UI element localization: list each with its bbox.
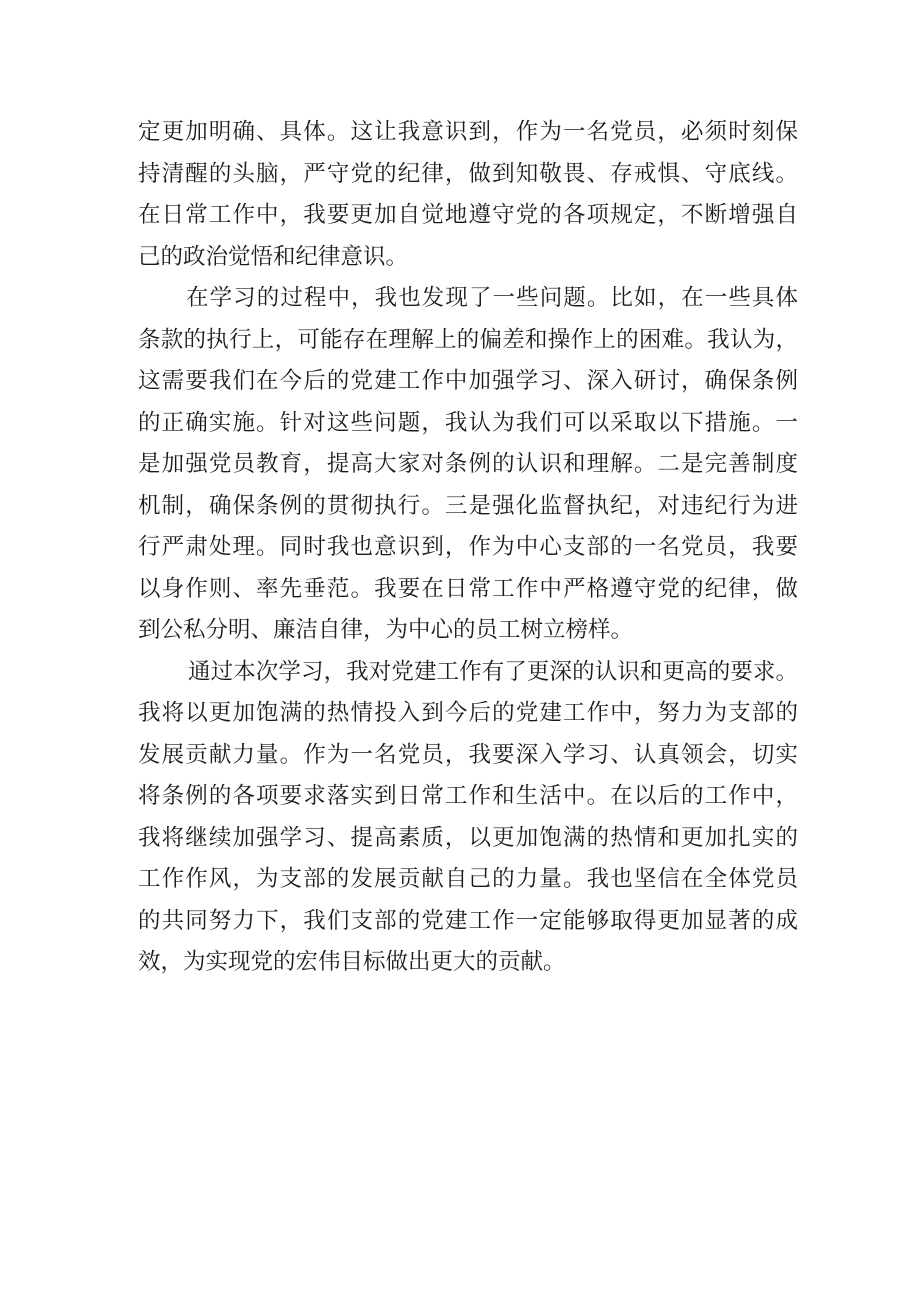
paragraph-line: 将条例的各项要求落实到日常工作和生活中。在以后的工作中， bbox=[138, 783, 798, 809]
document-body bbox=[138, 112, 798, 984]
paragraph-1 bbox=[138, 112, 798, 278]
paragraph-line: 以身作则、率先垂范。我要在日常工作中严格遵守党的纪律，做 bbox=[138, 575, 798, 602]
paragraph-line: 的正确实施。针对这些问题，我认为我们可以采取以下措施。一 bbox=[138, 409, 798, 436]
paragraph-line: 是加强党员教育，提高大家对条例的认识和理解。二是完善制度 bbox=[138, 451, 798, 477]
paragraph-3 bbox=[138, 652, 798, 984]
paragraph-2 bbox=[138, 278, 798, 652]
paragraph-line: 在日常工作中，我要更加自觉地遵守党的各项规定，不断增强自 bbox=[138, 202, 798, 228]
paragraph-line: 通过本次学习，我对党建工作有了更深的认识和更高的要求。 bbox=[188, 658, 798, 685]
paragraph-line: 条款的执行上，可能存在理解上的偏差和操作上的困难。我认为， bbox=[138, 326, 798, 353]
paragraph-line: 持清醒的头脑，严守党的纪律，做到知敬畏、存戒惧、守底线。 bbox=[138, 160, 798, 187]
paragraph-line: 我将继续加强学习、提高素质，以更加饱满的热情和更加扎实的 bbox=[138, 824, 798, 851]
paragraph-line: 到公私分明、廉洁自律，为中心的员工树立榜样。 bbox=[138, 617, 634, 643]
paragraph-line: 在学习的过程中，我也发现了一些问题。比如，在一些具体 bbox=[186, 285, 798, 311]
paragraph-line: 机制，确保条例的贯彻执行。三是强化监督执纪，对违纪行为进 bbox=[138, 492, 798, 519]
paragraph-line: 这需要我们在今后的党建工作中加强学习、深入研讨，确保条例 bbox=[138, 368, 798, 394]
paragraph-line: 己的政治觉悟和纪律意识。 bbox=[138, 243, 409, 270]
paragraph-line: 的共同努力下，我们支部的党建工作一定能够取得更加显著的成 bbox=[138, 907, 798, 934]
paragraph-line: 行严肃处理。同时我也意识到，作为中心支部的一名党员，我要 bbox=[138, 534, 798, 560]
paragraph-line: 效，为实现党的宏伟目标做出更大的贡献。 bbox=[138, 949, 566, 975]
paragraph-line: 发展贡献力量。作为一名党员，我要深入学习、认真领会，切实 bbox=[138, 741, 798, 768]
paragraph-line: 我将以更加饱满的热情投入到今后的党建工作中，努力为支部的 bbox=[138, 700, 798, 726]
paragraph-line: 定更加明确、具体。这让我意识到，作为一名党员，必须时刻保 bbox=[138, 119, 798, 145]
paragraph-line: 工作作风，为支部的发展贡献自己的力量。我也坚信在全体党员 bbox=[138, 866, 798, 892]
